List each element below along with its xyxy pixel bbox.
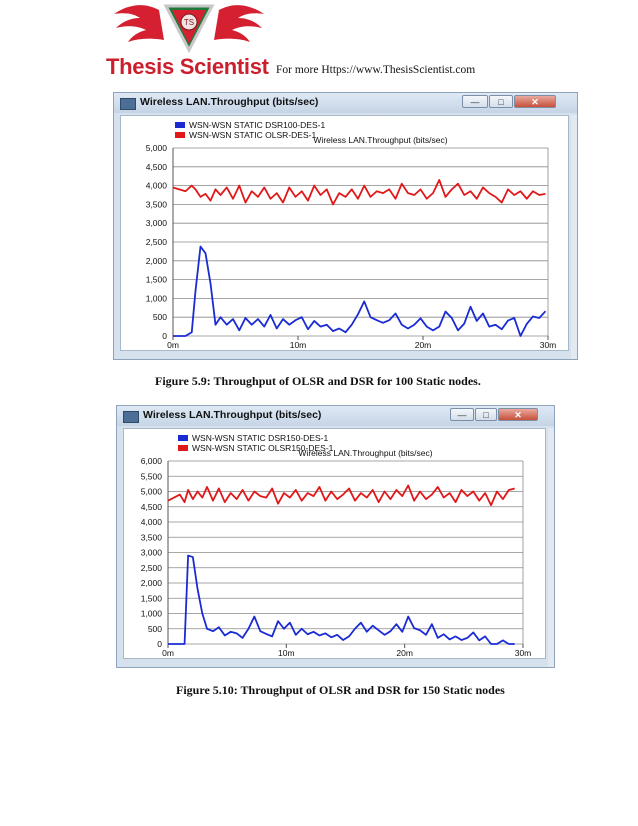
y-tick-label: 4,000 — [145, 180, 167, 191]
y-tick-label: 5,000 — [140, 486, 162, 497]
figure-caption-1: Figure 5.9: Throughput of OLSR and DSR for 100 Static nodes. — [155, 374, 481, 388]
plot-title: Wireless LAN.Throughput (bits/sec) — [313, 135, 448, 145]
chart-window-2 — [116, 405, 555, 668]
y-tick-label: 3,500 — [140, 532, 162, 543]
close-button[interactable]: ✕ — [498, 408, 538, 421]
legend-label: WSN-WSN STATIC OLSR150-DES-1 — [192, 443, 334, 453]
legend-label: WSN-WSN STATIC DSR100-DES-1 — [189, 120, 326, 130]
close-button[interactable]: ✕ — [514, 95, 556, 108]
legend-label: WSN-WSN STATIC OLSR-DES-1 — [189, 130, 317, 140]
y-tick-label: 0 — [157, 639, 162, 649]
legend-swatch — [178, 435, 188, 441]
window-titlebar — [117, 406, 554, 426]
series-line — [168, 556, 515, 644]
x-tick-label: 20m — [396, 648, 413, 658]
x-tick-label: 10m — [278, 648, 295, 658]
window-title: Wireless LAN.Throughput (bits/sec) — [143, 409, 322, 421]
x-tick-label: 0m — [162, 648, 174, 658]
legend-label: WSN-WSN STATIC DSR150-DES-1 — [192, 433, 329, 443]
maximize-button[interactable]: □ — [475, 408, 497, 421]
x-tick-label: 0m — [167, 340, 179, 350]
y-tick-label: 0 — [162, 331, 167, 341]
y-tick-label: 1,500 — [145, 274, 167, 285]
throughput-chart-1 — [121, 116, 570, 352]
brand-name: Thesis Scientist — [106, 54, 269, 79]
y-tick-label: 5,000 — [145, 143, 167, 153]
x-tick-label: 10m — [289, 340, 307, 350]
y-tick-label: 1,000 — [145, 293, 167, 304]
series-line — [173, 247, 546, 336]
y-tick-label: 500 — [152, 312, 167, 323]
legend-swatch — [175, 122, 185, 128]
y-tick-label: 4,500 — [140, 501, 162, 512]
y-tick-label: 6,000 — [140, 456, 162, 466]
chart-window-1 — [113, 92, 578, 360]
window-title: Wireless LAN.Throughput (bits/sec) — [140, 96, 319, 108]
svg-text:TS: TS — [183, 18, 195, 27]
window-scrollbar[interactable] — [571, 115, 577, 359]
y-tick-label: 2,500 — [145, 237, 167, 247]
y-tick-label: 2,500 — [140, 562, 162, 573]
plot-title: Wireless LAN.Throughput (bits/sec) — [298, 448, 433, 458]
minimize-button[interactable]: — — [450, 408, 474, 421]
y-tick-label: 500 — [147, 623, 162, 634]
header-link[interactable]: For more Https://www.ThesisScientist.com — [276, 64, 476, 76]
figure-caption-2: Figure 5.10: Throughput of OLSR and DSR for 150 Static nodes — [176, 683, 505, 697]
y-tick-label: 2,000 — [140, 578, 162, 588]
winged-badge-logo-icon — [104, 0, 274, 60]
y-tick-label: 4,500 — [145, 161, 167, 172]
y-tick-label: 3,000 — [140, 547, 162, 558]
legend-swatch — [175, 132, 185, 138]
legend-swatch — [178, 445, 188, 451]
y-tick-label: 4,000 — [140, 517, 162, 527]
y-tick-label: 5,500 — [140, 471, 162, 482]
app-icon — [123, 411, 139, 423]
series-line — [173, 180, 546, 204]
app-icon — [120, 98, 136, 110]
y-tick-label: 1,000 — [140, 608, 162, 619]
window-titlebar — [114, 93, 577, 113]
plot-area — [123, 428, 546, 659]
maximize-button[interactable]: □ — [489, 95, 513, 108]
x-tick-label: 30m — [514, 648, 532, 658]
y-tick-label: 3,500 — [145, 199, 167, 210]
y-tick-label: 1,500 — [140, 593, 162, 604]
x-tick-label: 30m — [539, 340, 557, 350]
y-tick-label: 2,000 — [145, 255, 167, 266]
plot-area — [120, 115, 569, 351]
series-line — [168, 485, 515, 505]
window-scrollbar[interactable] — [548, 428, 554, 667]
x-tick-label: 20m — [414, 340, 432, 350]
throughput-chart-2 — [124, 429, 547, 660]
y-tick-label: 3,000 — [145, 218, 167, 229]
minimize-button[interactable]: — — [462, 95, 488, 108]
